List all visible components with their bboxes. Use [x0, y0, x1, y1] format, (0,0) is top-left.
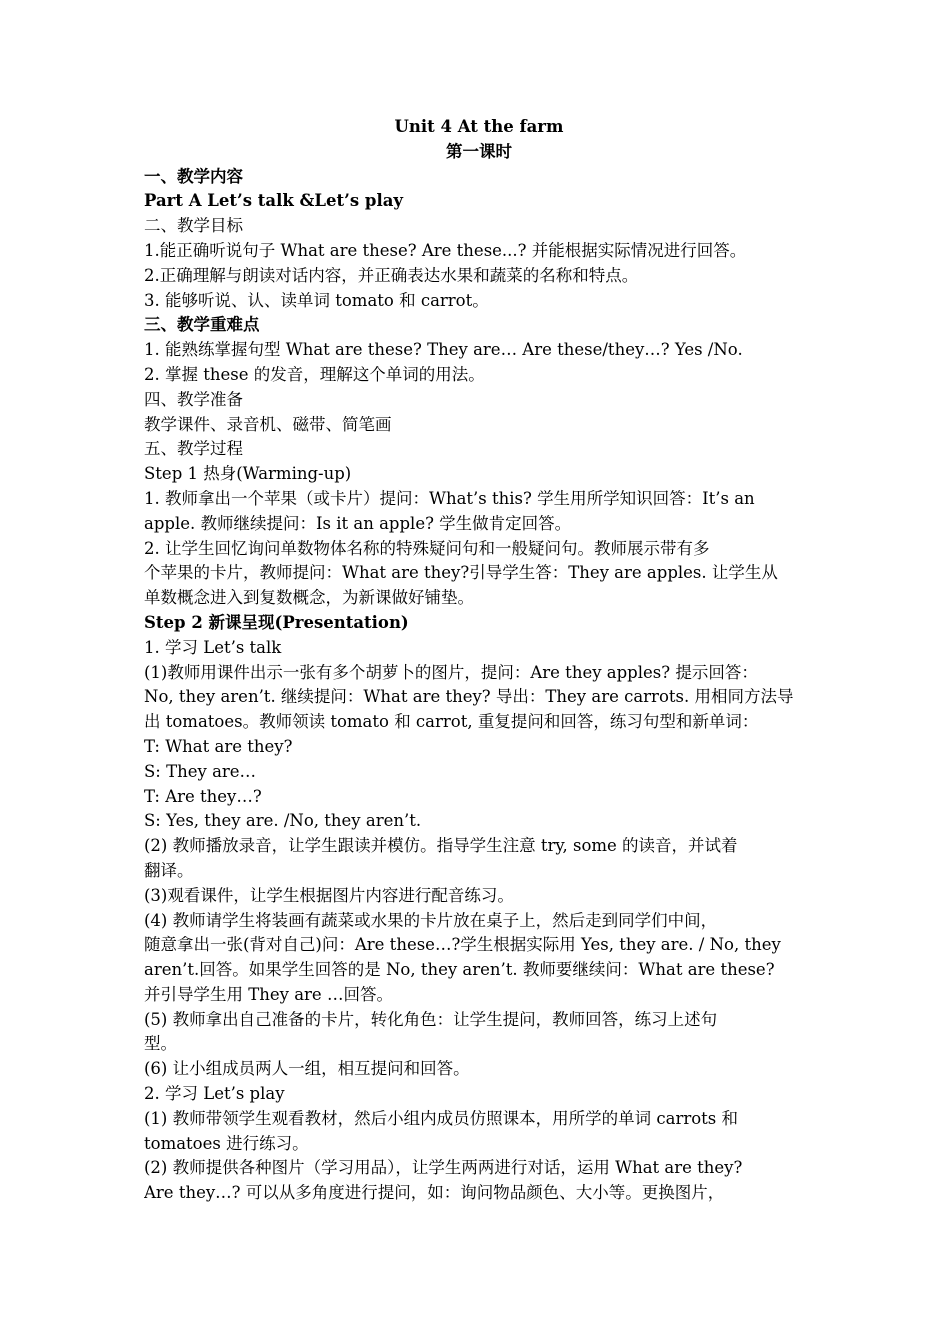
document-line: 2. 学习 Let’s play [144, 1084, 285, 1104]
document-line: (5) 教师拿出自己准备的卡片，转化角色：让学生提问，教师回答，练习上述句 [144, 1009, 718, 1029]
document-line: 2. 掌握 these 的发音，理解这个单词的用法。 [144, 364, 485, 384]
document-line: aren’t.回答。如果学生回答的是 No, they aren’t. 教师要继续问：What are these? [144, 960, 775, 980]
document-subtitle: 第一课时 [446, 141, 512, 161]
document-line: 出 tomatoes。教师领读 tomato 和 carrot, 重复提问和回答，练习句型和新单词： [144, 712, 759, 732]
document-line: 教学课件、录音机、磁带、简笔画 [144, 414, 392, 434]
document-line: (1) 教师带领学生观看教材，然后小组内成员仿照课本，用所学的单词 carrots 和 [144, 1108, 738, 1128]
document-line: (2) 教师播放录音，让学生跟读并模仿。指导学生注意 try, some 的读音，并试着 [144, 836, 738, 856]
document-body [144, 165, 814, 1206]
document-line: 1. 学习 Let’s talk [144, 637, 282, 657]
document-line: S: Yes, they are. /No, they aren’t. [144, 811, 422, 831]
document-line: (3)观看课件，让学生根据图片内容进行配音练习。 [144, 885, 514, 905]
document-line: 个苹果的卡片，教师提问：What are they?引导学生答：They are apples. 让学生从 [144, 563, 778, 583]
document-line: 三、教学重难点 [144, 315, 260, 335]
document-line: 一、教学内容 [144, 166, 243, 186]
document-line: Part A Let’s talk &Let’s play [144, 191, 403, 211]
document-line: tomatoes 进行练习。 [144, 1133, 309, 1153]
document-line: No, they aren’t. 继续提问：What are they? 导出：They are carrots. 用相同方法导 [144, 687, 794, 707]
document-line: Step 2 新课呈现(Presentation) [144, 612, 409, 632]
document-line: 单数概念进入到复数概念，为新课做好铺垫。 [144, 588, 474, 608]
document-line: 二、教学目标 [144, 216, 243, 236]
document-page [144, 115, 814, 1206]
document-line: (2) 教师提供各种图片（学习用品），让学生两两进行对话，运用 What are they? [144, 1158, 743, 1178]
document-line: Step 1 热身(Warming-up) [144, 464, 352, 484]
document-title: Unit 4 At the farm [394, 117, 564, 136]
document-line: S: They are… [144, 761, 257, 781]
document-line: (1)教师用课件出示一张有多个胡萝卜的图片，提问：Are they apples? 提示回答： [144, 662, 758, 682]
document-line: 四、教学准备 [144, 389, 243, 409]
document-line: 五、教学过程 [144, 439, 243, 459]
document-line: apple. 教师继续提问：Is it an apple? 学生做肯定回答。 [144, 513, 572, 533]
document-line: 1. 能熟练掌握句型 What are these? They are… Are these/they…? Yes /No. [144, 340, 743, 360]
document-line: 随意拿出一张(背对自己)问：Are these…?学生根据实际用 Yes, they are. / No, they [144, 935, 781, 955]
document-line: 翻译。 [144, 860, 194, 880]
document-line: 2.正确理解与朗读对话内容，并正确表达水果和蔬菜的名称和特点。 [144, 265, 639, 285]
document-line: 型。 [144, 1034, 177, 1054]
document-line: (4) 教师请学生将装画有蔬菜或水果的卡片放在桌子上，然后走到同学们中间， [144, 910, 718, 930]
document-line: 1.能正确听说句子 What are these? Are these...? 并能根据实际情况进行回答。 [144, 240, 747, 260]
document-line: 并引导学生用 They are …回答。 [144, 984, 393, 1004]
document-line: T: Are they…? [144, 786, 262, 806]
document-line: (6) 让小组成员两人一组，相互提问和回答。 [144, 1059, 470, 1079]
document-line: 2. 让学生回忆询问单数物体名称的特殊疑问句和一般疑问句。教师展示带有多 [144, 538, 710, 558]
document-line: T: What are they? [144, 736, 293, 756]
document-line: 3. 能够听说、认、读单词 tomato 和 carrot。 [144, 290, 489, 310]
document-line: Are they…? 可以从多角度进行提问，如：询问物品颜色、大小等。更换图片， [144, 1183, 725, 1203]
document-line: 1. 教师拿出一个苹果（或卡片）提问：What’s this? 学生用所学知识回答：It’s an [144, 488, 755, 508]
